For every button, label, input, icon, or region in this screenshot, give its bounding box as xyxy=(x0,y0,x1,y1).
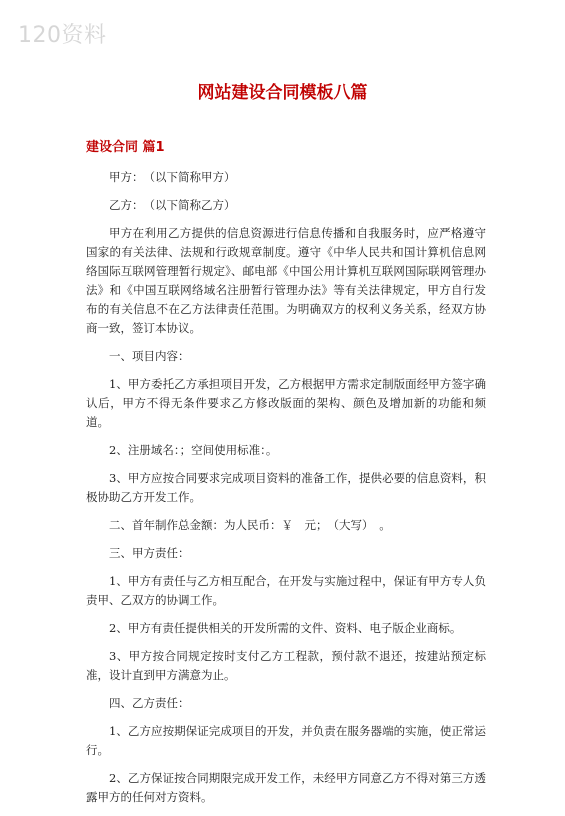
clause-item: 1、甲方委托乙方承担项目开发，乙方根据甲方需求定制版面经甲方签字确认后，甲方不得无条件要求乙方修改版面的架构、颜色及增加新的功能和频道。 xyxy=(86,377,486,429)
section-title: 建设合同 篇1 xyxy=(86,140,165,155)
clause-item: 1、乙方应按期保证完成项目的开发，并负责在服务器端的实施，使正常运行。 xyxy=(86,724,486,757)
clause-heading-party-a-duty: 三、甲方责任： xyxy=(109,546,190,560)
clause-heading-party-b-duty: 四、乙方责任： xyxy=(109,696,190,710)
clause-item: 3、甲方应按合同要求完成项目资料的准备工作，提供必要的信息资料，积极协助乙方开发工作。 xyxy=(86,471,486,504)
party-a-line: 甲方： （以下简称甲方） xyxy=(109,170,236,184)
clause-item: 2、乙方保证按合同期限完成开发工作，未经甲方同意乙方不得对第三方透露甲方的任何对方资料。 xyxy=(86,771,486,804)
clause-item: 3、甲方按合同规定按时支付乙方工程款，预付款不退还，按建站预定标准，设计直到甲方满意为止。 xyxy=(86,649,486,682)
clause-item: 2、甲方有责任提供相关的开发所需的文件、资料、电子版企业商标。 xyxy=(109,621,462,635)
clause-item: 1、甲方有责任与乙方相互配合，在开发与实施过程中，保证有甲方专人负责甲、乙双方的协调工作。 xyxy=(86,574,486,607)
contract-body xyxy=(86,168,486,816)
clause-heading-amount: 二、首年制作总金额：为人民币：￥ 元； （大写） 。 xyxy=(109,518,391,532)
watermark-logo: 120资料 xyxy=(18,23,107,48)
party-b-line: 乙方： （以下简称乙方） xyxy=(109,198,236,212)
clause-item: 2、注册域名：；空间使用标准：。 xyxy=(109,443,278,457)
clause-heading-project: 一、项目内容： xyxy=(109,349,190,363)
preamble-paragraph: 甲方在利用乙方提供的信息资源进行信息传播和自我服务时，应严格遵守国家的有关法律、法规和行政规章制度。遵守《中华人民共和国计算机信息网络国际互联网管理暂行规定》、邮电部《中国公用计算机互联网国际联网管理办法》和《中国互联网络域名注册暂行管理办法》等有关法律规定，甲方自行发布的有关信息不在乙方法律责任范围。为明确双方的权利义务关系，经双方协商一致，签订本协议。 xyxy=(86,226,486,335)
document-title: 网站建设合同模板八篇 xyxy=(197,83,368,103)
